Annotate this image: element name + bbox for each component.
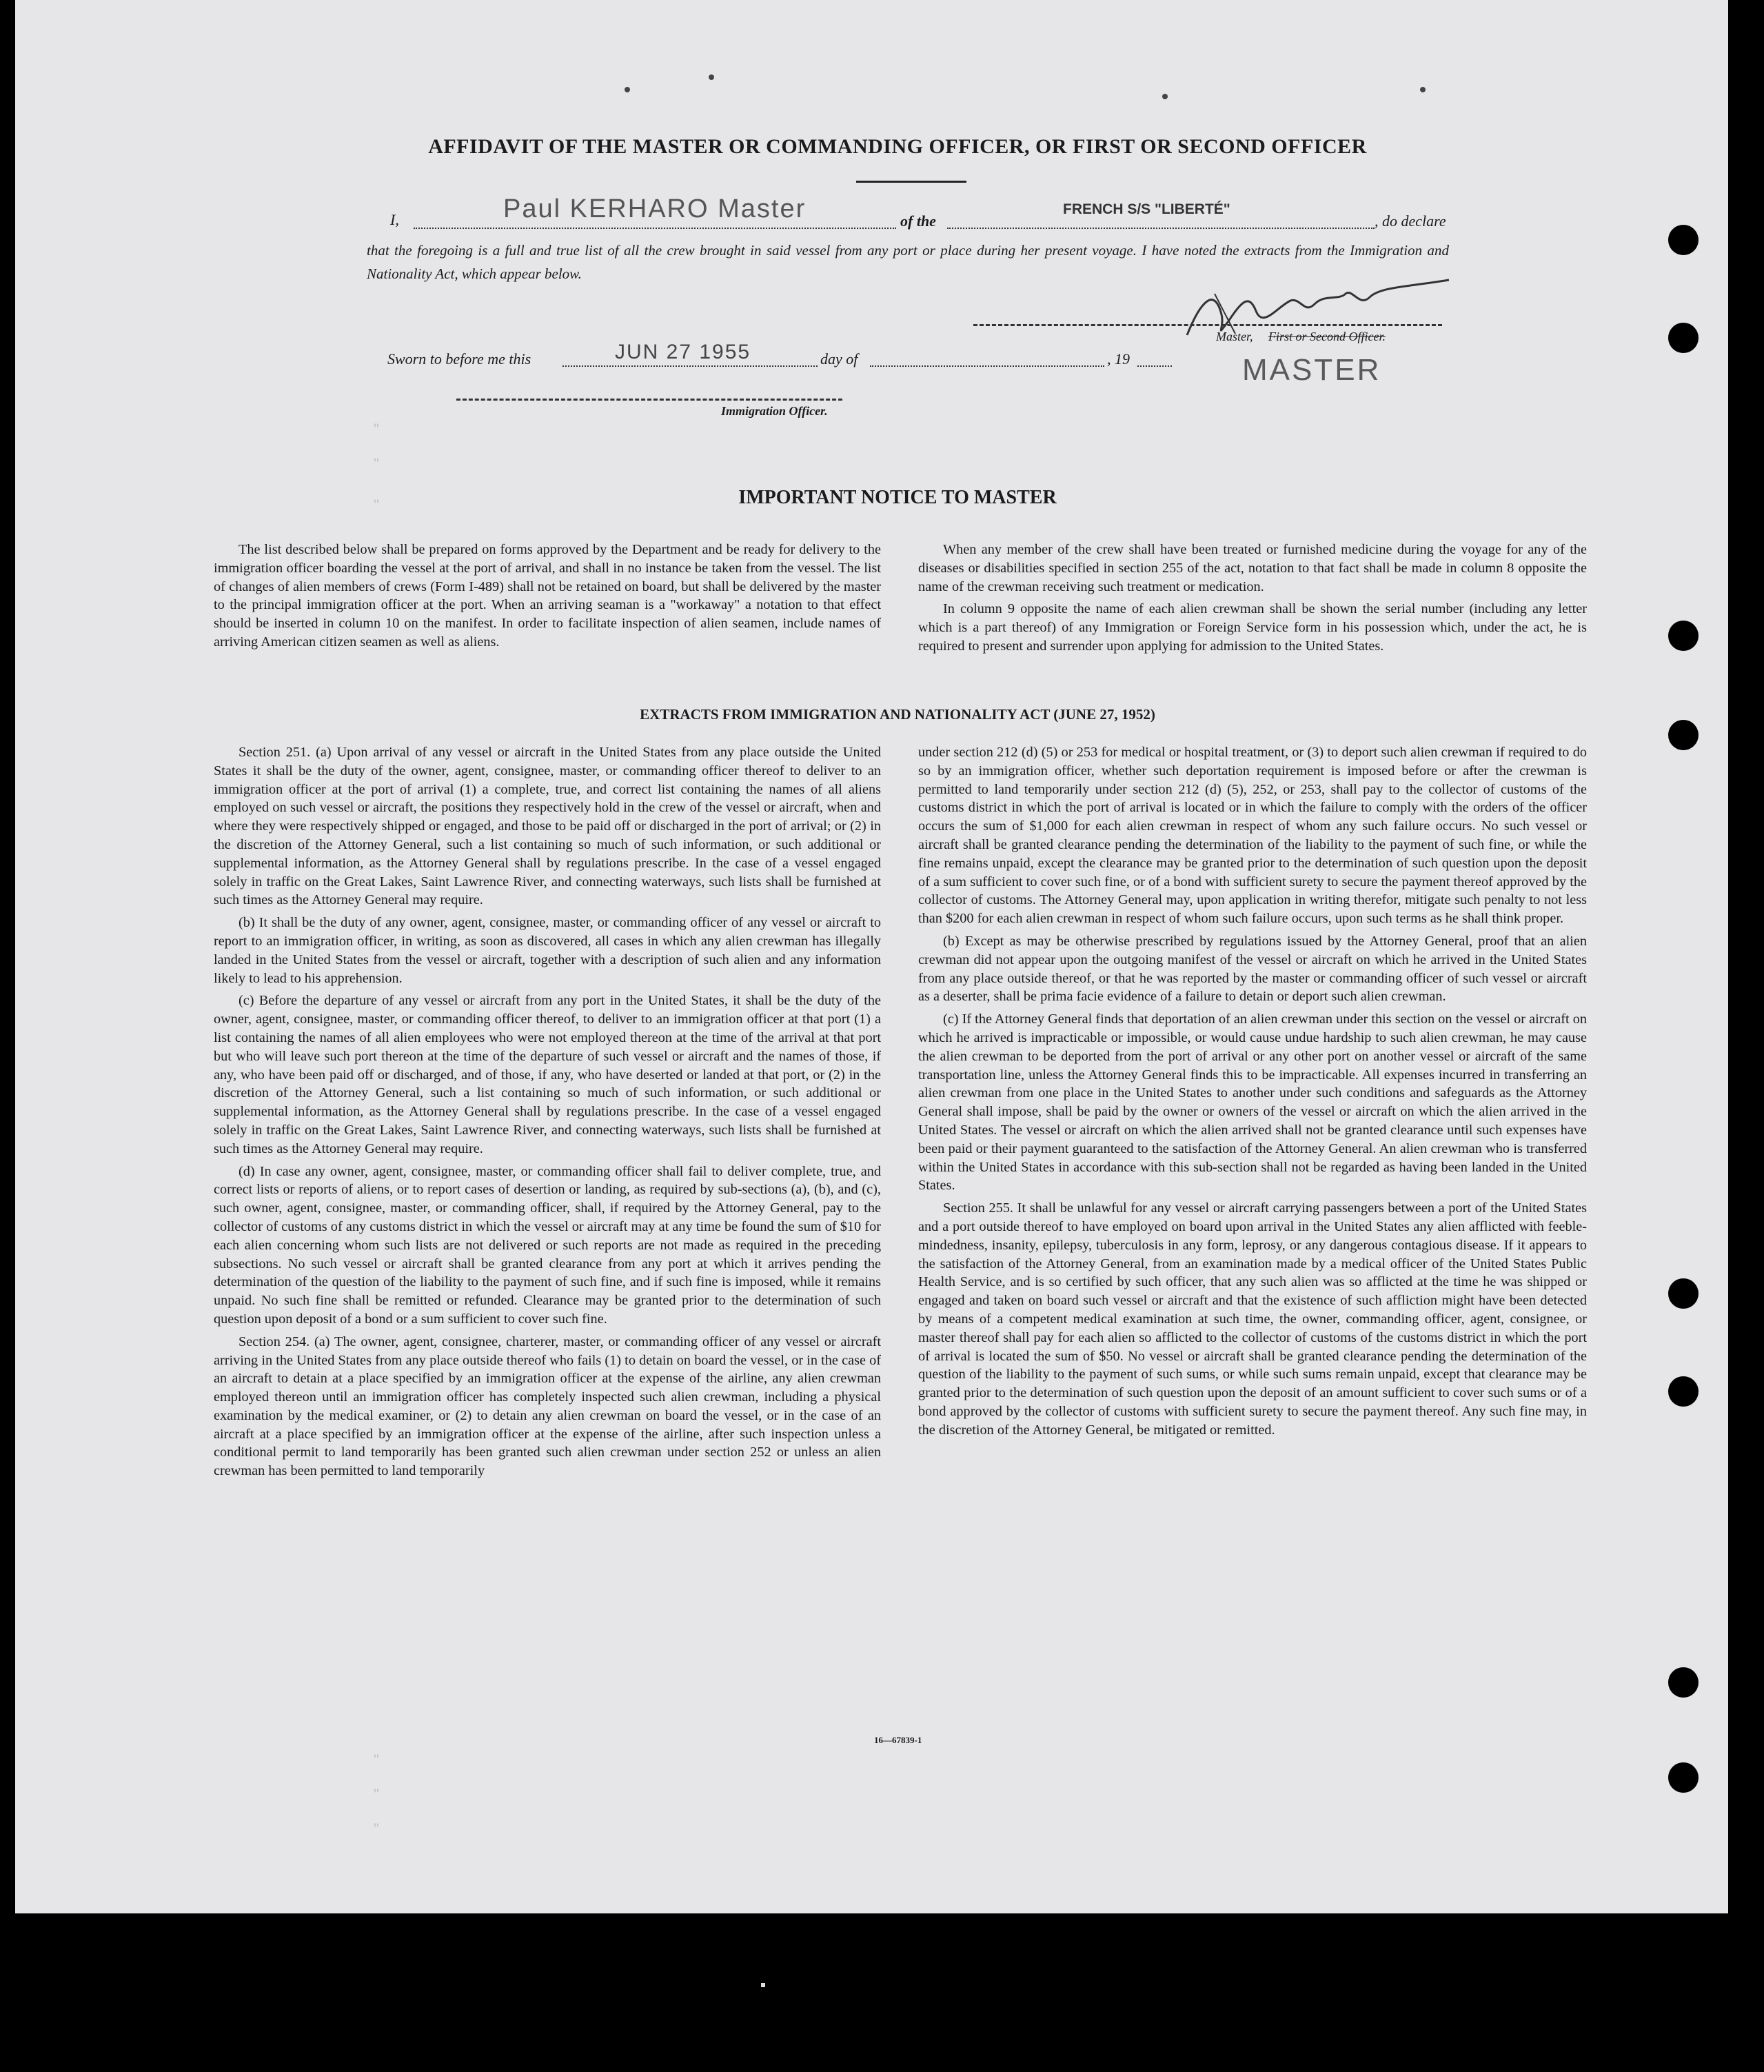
vessel-line (947, 228, 1375, 229)
section-251-b: (b) It shall be the duty of any owner, agent, consignee, master, or commanding officer of any vessel or aircraft to report to an immigration officer, in writing, as soon as discovered, all cases in which any alien crewman has illegally landed in the United States from the vessel or aircraft, together with a description of such alien and any information likely to lead to his apprehension. (214, 915, 881, 986)
section-251-c: (c) Before the departure of any vessel or aircraft from any port in the United States, it shall be the duty of the owner, agent, consignee, master, or commanding officer thereof, to deliver to an immigration officer at that port (1) a list containing the names of all alien employees who were not employed thereon at the time of the arrival at that port but who will leave such port thereon at the time of the departure of such vessel or aircraft and the names of those, if any, who have been paid off or discharged, and of those, if any, who have deserted or landed at that port, or (2) in the discretion of the Attorney General, such a list containing so much of such information, or such additional or supplemental information, as the Attorney General shall by regulations prescribe. In the case of a vessel engaged solely in traffic on the Great Lakes, Saint Lawrence River, and connecting waterways, such lists shall be furnished at such times as the Attorney General may require. (214, 993, 881, 1156)
bleed-through-mark: " (374, 1786, 379, 1803)
i-label: I, (390, 211, 399, 228)
punch-hole (1668, 621, 1699, 651)
notice-right-column (918, 541, 1587, 660)
form-number: 16—67839-1 (874, 1735, 922, 1745)
signature-line (973, 324, 1442, 326)
punch-hole (1668, 1762, 1699, 1793)
sworn-date-line (562, 365, 818, 367)
extracts-title: EXTRACTS FROM IMMIGRATION AND NATIONALITY ACT (JUNE 27, 1952) (640, 706, 1155, 723)
section-251-a: Section 251. (a) Upon arrival of any vessel or aircraft in the United States from any place outside the United States it shall be the duty of the owner, agent, consignee, master, or commanding officer thereof to deliver to an immigration officer at the port of arrival (1) a complete, true, and correct list containing the names of all aliens employed on such vessel or aircraft, the positions they respectively hold in the crew of the vessel or aircraft, when and where they were respectively shipped or engaged, and those to be paid off or discharged in the port of arrival; or (2) in the discretion of the Attorney General, such a list containing so much of such information, or such additional or supplemental information, as the Attorney General shall by regulations prescribe. In the case of a vessel engaged solely in traffic on the Great Lakes, Saint Lawrence River, and connecting waterways, such lists shall be furnished at such times as the Attorney General may require. (214, 745, 881, 908)
section-255: Section 255. It shall be unlawful for any vessel or aircraft carrying passengers between a port of the United States and a port outside thereof to have employed on board upon arrival in the United States any alien afflicted with feeble-mindedness, insanity, epilepsy, tuberculosis in any form, leprosy, or any dangerous contagious disease. If it appears to the satisfaction of the Attorney General, from an examination made by a medical officer of the United States Public Health Service, and is so certified by such officer, that any such alien was so afflicted at the time he was shipped or engaged and taken on board such vessel or aircraft and that the existence of such affliction might have been detected by means of a competent medical examination at such time, the owner, commanding officer, agent, consignee, or master thereof shall pay for each alien so afflicted to the collector of customs of the customs district in which the port of arrival is located the sum of $50. No vessel or aircraft shall be granted clearance pending the determination of the question of the liability to the payment of such sums, or while such sums remain unpaid, except that clearance may be granted prior to the determination of such question upon the deposit of an amount sufficient to cover such sums or of a bond approved by the collector of customs with sufficient surety to secure the payment thereof. Any such fine may, in the discretion of the Attorney General, be mitigated or remitted. (918, 1200, 1587, 1438)
bleed-through-mark: " (374, 421, 379, 438)
punch-hole (1668, 1278, 1699, 1309)
affidavit-title: AFFIDAVIT OF THE MASTER OR COMMANDING OFFICER, OR FIRST OR SECOND OFFICER (428, 135, 1367, 158)
immigration-officer-label: Immigration Officer. (721, 404, 828, 418)
notice-title: IMPORTANT NOTICE TO MASTER (738, 487, 1057, 508)
extracts-right-column (918, 743, 1587, 1443)
immigration-officer-line (456, 399, 842, 401)
section-254-a: Section 254. (a) The owner, agent, consignee, charterer, master, or commanding officer of any vessel or aircraft arriving in the United States from any place outside thereof who fails (1) to detain on board the vessel, or in the case of an aircraft to detain at a place specified by an immigration officer at the expense of the airline, any alien crewman employed thereon until an immigration officer has completely inspected such alien crewman, including a physical examination by the medical examiner, or (2) to detain any alien crewman on board the vessel, or in the case of an aircraft at a place specified by an immigration officer at the expense of the airline, after such inspection unless a conditional permit to land temporarily has been granted such alien crewman under section 252 or unless an alien crewman has been permitted to land temporarily (214, 1334, 881, 1479)
punch-hole (1668, 225, 1699, 255)
speck (1420, 87, 1426, 92)
day-of-label: day of (820, 350, 858, 368)
section-251-d: (d) In case any owner, agent, consignee, master, or commanding officer shall fail to deliver complete, true, and correct lists or reports of aliens, or to report cases of desertion or landing, as required by sub-sections (a), (b), and (c), such owner, agent, consignee, master, or commanding officer, shall, if required by the Attorney General, pay to the collector of customs of any customs district in which the vessel or aircraft may at any time be found the sum of $10 for each alien concerning whom such lists are not delivered or such reports are not made as required in the preceding subsections. No such vessel or aircraft shall be granted clearance from any port at which it arrives pending the determination of the question of the liability to the payment of such fine, and if such fine is imposed, while it remains unpaid. No such fine shall be remitted or refunded. Clearance may be granted prior to the determination of such question upon deposit of a bond or a sum sufficient to cover such fine. (214, 1163, 881, 1327)
bleed-through-mark: " (374, 1751, 379, 1769)
master-label: Master, (1216, 330, 1253, 343)
master-stamp: MASTER (1242, 353, 1381, 387)
notice-left-paragraph: The list described below shall be prepared on forms approved by the Department and be ready for delivery to the immigration officer boarding the vessel at the port of arrival, and shall in no instance be taken from the vessel. The list of changes of alien members of crews (Form I-489) shall not be retained on board, but shall be delivered by the master to the principal immigration officer at the port. When an arriving seaman is a "workaway" a notation to that effect should be inserted in column 10 on the manifest. In order to facilitate inspection of alien seamen, include names of arriving American citizen seamen as well as aliens. (214, 542, 881, 650)
section-254-b: (b) Except as may be otherwise prescribed by regulations issued by the Attorney General, proof that an alien crewman did not appear upon the outgoing manifest of the vessel or aircraft on which he arrived in the United States from any place outside thereof, or that he was reported by the master or commanding officer of such vessel or aircraft as a deserter, shall be prima facie evidence of a failure to detain or deport such alien crewman. (918, 933, 1587, 1005)
speck (709, 74, 714, 80)
bleed-through-mark: " (374, 496, 379, 514)
punch-hole (1668, 1376, 1699, 1407)
struck-officer-label: First or Second Officer. (1268, 330, 1386, 343)
punch-hole (1668, 1667, 1699, 1698)
sworn-label: Sworn to before me this (387, 350, 531, 368)
sworn-date-stamp: JUN 27 1955 (615, 341, 751, 363)
year-line (1137, 365, 1172, 367)
extracts-left-column (214, 743, 881, 1485)
speck (1162, 94, 1168, 99)
notice-right-paragraph-2: In column 9 opposite the name of each alien crewman shall be shown the serial number (including any letter which is a part thereof) of any Immigration or Foreign Service form in his possession which, under the act, he is required to present and surrender upon applying for admission to the United States. (918, 601, 1587, 654)
title-rule (856, 181, 966, 183)
master-name-field: Paul KERHARO Master (503, 194, 807, 223)
year-label: , 19 (1107, 350, 1130, 368)
scan-speck (761, 1983, 765, 1987)
document-page (15, 0, 1728, 1913)
bleed-through-mark: " (374, 1820, 379, 1838)
section-254-c: (c) If the Attorney General finds that deportation of an alien crewman under this section on the vessel or aircraft on which he arrived is impracticable or impossible, or would cause undue hardship to such alien crewman, he may cause the alien crewman to be deported from the port of arrival or any other port on another vessel or aircraft of the same transportation line, unless the Attorney General finds this to be impracticable. All expenses incurred in transferring an alien crewman from one place in the United States to another under such conditions and safeguards as the Attorney General shall impose, shall be paid by the owner or owners of the vessel or aircraft on which the alien arrived in the United States. The vessel or aircraft on which the alien arrived shall not be granted clearance until such expenses have been paid or their payment guaranteed to the satisfaction of the Attorney General. An alien crewman who is transferred within the United States in accordance with this sub-section shall not be regarded as having been landed in the United States. (918, 1012, 1587, 1194)
do-declare-label: , do declare (1375, 212, 1446, 230)
bleed-through-mark: " (374, 455, 379, 472)
notice-right-paragraph-1: When any member of the crew shall have been treated or furnished medicine during the voyage for any of the diseases or disabilities specified in section 255 of the act, notation to that fact shall be made in column 8 opposite the name of the crewman receiving such treatment or medication. (918, 542, 1587, 594)
notice-left-column (214, 541, 881, 656)
punch-hole (1668, 720, 1699, 750)
speck (625, 87, 630, 92)
month-line (870, 365, 1104, 367)
punch-hole (1668, 323, 1699, 353)
declaration-text: that the foregoing is a full and true list of all the crew brought in said vessel from any port or place during her present voyage. I have noted the extracts from the Immigration and Nationality Act, which appear below. (367, 242, 1449, 282)
of-the-label: of the (900, 212, 936, 230)
name-line (414, 228, 896, 229)
vessel-name-field: FRENCH S/S "LIBERTÉ" (1063, 201, 1230, 217)
section-254-a-continued: under section 212 (d) (5) or 253 for medical or hospital treatment, or (3) to deport such alien crewman if required to do so by an immigration officer, whether such deportation requirement is imposed before or after the crewman is permitted to land temporarily under section 212 (d) (5), 252, or 253, shall pay to the collector of customs of the customs district in which the port of arrival is located or in which the failure to comply with the orders of the officer occurs the sum of $1,000 for each alien crewman in respect of whom any such failure occurs. No such vessel or aircraft shall be granted clearance pending the determination of the liability to the payment of such fine, or while the fine remains unpaid, except the clearance may be granted prior to the determination of such question upon the deposit of a sum sufficient to cover such fine, or of a bond with sufficient surety to secure the payment thereof approved by the collector of customs. The Attorney General may, upon application in writing therefor, mitigate such penalty to not less than $200 for each alien crewman in respect of whom such failure occurs, upon such terms as he shall think proper. (918, 745, 1587, 927)
